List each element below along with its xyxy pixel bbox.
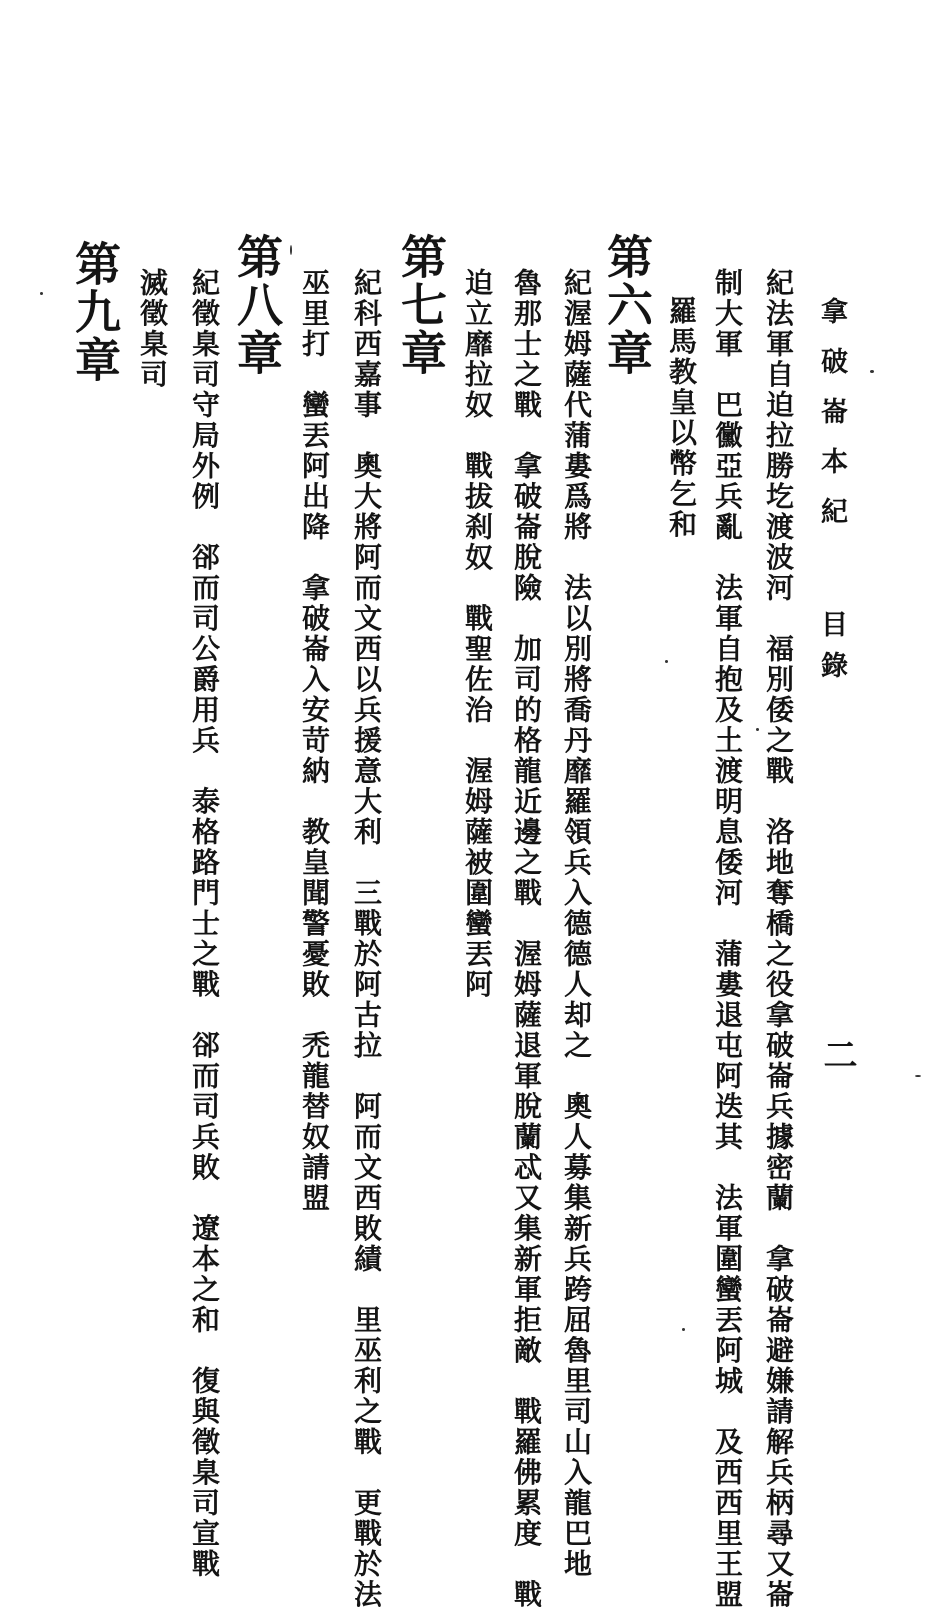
page-header-section: 目錄 <box>816 610 847 692</box>
toc-line: 魯那士之戰 拿破崙脫險 加司的格龍近邊之戰 渥姆薩退軍脫蘭忒又集新軍拒敵 戰羅佛累度 戰 <box>510 268 543 1610</box>
toc-line: 巫里打 蠻丟阿出降 拿破崙入安苛納 教皇聞警憂敗 禿龍替奴請盟 <box>298 268 331 1214</box>
scan-speck <box>665 660 668 663</box>
page-number: 二 <box>817 1037 857 1071</box>
scan-speck <box>290 245 292 255</box>
chapter-heading-8: 第八章 <box>230 233 284 377</box>
scan-speck <box>756 728 759 731</box>
chapter-heading-6: 第六章 <box>600 233 654 377</box>
toc-line: 迫立靡拉奴 戰拔刹奴 戰聖佐治 渥姆薩被圍蠻丟阿 <box>461 268 494 1000</box>
scan-speck <box>40 292 43 295</box>
toc-line: 紀渥姆薩代蒲婁爲將 法以別將喬丹靡羅領兵入德德人却之 奧人募集新兵跨屈魯里司山入龍巴地 <box>560 268 593 1580</box>
page-header-title: 拿破崙本紀 <box>816 297 847 547</box>
toc-line: 紀徵臬司守局外例 郤而司公爵用兵 泰格路門士之戰 郤而司兵敗 遼本之和 復與徵臬司宣戰 <box>188 268 221 1580</box>
chapter-heading-9: 第九章 <box>68 240 122 384</box>
scan-speck <box>915 1075 921 1077</box>
toc-line: 滅徵臬司 <box>136 268 169 390</box>
toc-line: 紀法軍自迫拉勝圪渡波河 福別倭之戰 洛地奪橋之役拿破崙兵據密蘭 拿破崙避嫌請解兵柄尋又崙 <box>762 268 795 1610</box>
scan-speck <box>682 1328 685 1331</box>
chapter-heading-7: 第七章 <box>394 233 448 377</box>
toc-line: 羅馬教皇以幣乞和 <box>665 296 698 540</box>
scan-speck <box>870 370 874 373</box>
toc-line: 紀科西嘉事 奧大將阿而文西以兵援意大利 三戰於阿古拉 阿而文西敗績 里巫利之戰 更戰於法 <box>350 268 383 1610</box>
toc-line: 制大軍 巴黴亞兵亂 法軍自抱及土渡明息倭河 蒲婁退屯阿迭其 法軍圍蠻丟阿城 及西西里王盟 <box>711 268 744 1610</box>
